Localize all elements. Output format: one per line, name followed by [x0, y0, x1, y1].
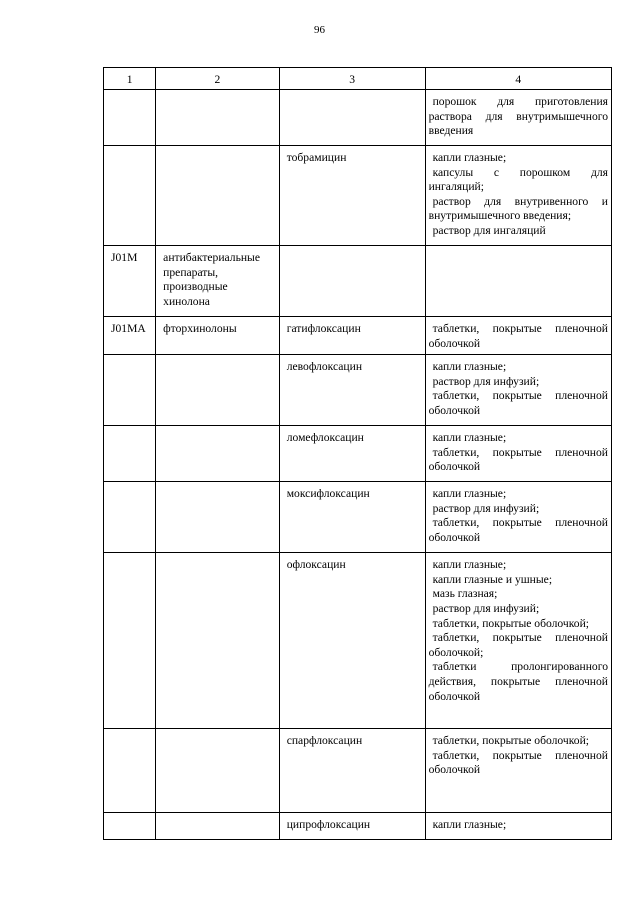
drug-name-cell: [279, 426, 425, 482]
atc-code-cell-text: J01M: [111, 251, 138, 264]
dosage-forms-cell: [425, 426, 611, 482]
dosage-form: капли глазные;: [432, 558, 507, 572]
group-cell: [156, 482, 280, 553]
drug-name-cell: [279, 90, 425, 146]
drug-name-cell-text: ломефлоксацин: [286, 431, 364, 445]
drug-name-cell: [279, 246, 425, 317]
column-header-1: 1: [104, 68, 156, 90]
dosage-form: раствор для инфузий;: [432, 501, 540, 515]
drug-name-cell-text: гатифлоксацин: [286, 322, 361, 335]
dosage-form: таблетки, покрытые пленочной оболочкой: [428, 322, 608, 350]
table-row: [104, 90, 612, 146]
atc-code-cell: [104, 90, 156, 146]
group-cell: [156, 729, 280, 813]
dosage-form: капли глазные и ушные;: [432, 572, 553, 586]
drug-name-cell: [279, 482, 425, 553]
drug-name-cell: [279, 317, 425, 355]
group-cell: [156, 146, 280, 246]
medicines-table: [103, 67, 612, 840]
dosage-form: капли глазные;: [432, 151, 507, 164]
dosage-form: капли глазные;: [432, 360, 507, 374]
dosage-form: капсулы с порошком для ингаляций;: [428, 165, 608, 194]
table-row: [104, 553, 612, 729]
group-cell-text: антибактериальные препараты, производные хинолона: [163, 251, 260, 308]
group-cell: [156, 553, 280, 729]
atc-code-cell: [104, 729, 156, 813]
dosage-forms-cell: [425, 146, 611, 246]
dosage-forms-cell: [425, 317, 611, 355]
drug-name-cell: [279, 813, 425, 840]
dosage-forms-cell: [425, 813, 611, 840]
group-cell: [156, 90, 280, 146]
atc-code-cell: [104, 146, 156, 246]
atc-code-cell: [104, 813, 156, 840]
dosage-form: раствор для внутривенного и внутримышечного введения;: [428, 194, 608, 223]
dosage-form: таблетки, покрытые пленочной оболочкой: [428, 445, 608, 474]
dosage-forms-cell: [425, 355, 611, 426]
drug-name-cell: [279, 553, 425, 729]
atc-code-cell-text: J01MA: [111, 322, 146, 335]
column-header-4: 4: [425, 68, 611, 90]
dosage-forms-cell: [425, 90, 611, 146]
group-cell: [156, 317, 280, 355]
drug-name-cell: [279, 355, 425, 426]
table-row: [104, 482, 612, 553]
drug-name-cell-text: ципрофлоксацин: [286, 818, 371, 832]
dosage-form: таблетки, покрытые оболочкой;: [432, 616, 590, 630]
dosage-form: капли глазные;: [432, 818, 507, 832]
dosage-form: мазь глазная;: [432, 587, 498, 601]
drug-name-cell: [279, 146, 425, 246]
atc-code-cell: [104, 317, 156, 355]
dosage-form: раствор для инфузий;: [432, 601, 540, 615]
atc-code-cell: [104, 482, 156, 553]
dosage-forms-cell: [425, 729, 611, 813]
atc-code-cell: [104, 426, 156, 482]
group-cell: [156, 426, 280, 482]
table-row: [104, 426, 612, 482]
dosage-forms-cell: [425, 553, 611, 729]
dosage-form: таблетки, покрытые пленочной оболочкой: [428, 516, 608, 544]
drug-name-cell-text: спарфлоксацин: [286, 734, 363, 748]
table-row: [104, 729, 612, 813]
group-cell: [156, 813, 280, 840]
table-row: [104, 146, 612, 246]
column-header-2: 2: [156, 68, 280, 90]
dosage-form: раствор для инфузий;: [432, 374, 540, 388]
table-header-row: [104, 68, 612, 90]
dosage-form: таблетки, покрытые пленочной оболочкой: [428, 748, 608, 777]
table-row: [104, 317, 612, 355]
table-row: [104, 813, 612, 840]
dosage-forms-cell: [425, 246, 611, 317]
atc-code-cell: [104, 355, 156, 426]
group-cell: [156, 355, 280, 426]
dosage-forms-cell: [425, 482, 611, 553]
dosage-form: таблетки, покрытые пленочной оболочкой: [428, 389, 608, 417]
dosage-form: порошок для приготовления раствора для внутримышечного введения: [428, 95, 608, 138]
dosage-form: таблетки, покрытые оболочкой;: [432, 734, 590, 748]
drug-name-cell: [279, 729, 425, 813]
dosage-form: капли глазные;: [432, 487, 507, 501]
dosage-form: раствор для ингаляций: [432, 223, 546, 237]
group-cell-text: фторхинолоны: [163, 322, 237, 335]
drug-name-cell-text: офлоксацин: [286, 558, 346, 572]
dosage-form: таблетки, покрытые пленочной оболочкой;: [428, 631, 608, 659]
dosage-form: таблетки пролонгированного действия, покрытые пленочной оболочкой: [428, 660, 608, 703]
drug-name-cell-text: тобрамицин: [286, 151, 347, 164]
drug-name-cell-text: моксифлоксацин: [286, 487, 370, 501]
group-cell: [156, 246, 280, 317]
column-header-3: 3: [279, 68, 425, 90]
dosage-form: капли глазные;: [432, 431, 507, 445]
drug-name-cell-text: левофлоксацин: [286, 360, 363, 374]
atc-code-cell: [104, 553, 156, 729]
atc-code-cell: [104, 246, 156, 317]
page-number: 96: [314, 24, 325, 36]
table-row: [104, 355, 612, 426]
table-row: [104, 246, 612, 317]
